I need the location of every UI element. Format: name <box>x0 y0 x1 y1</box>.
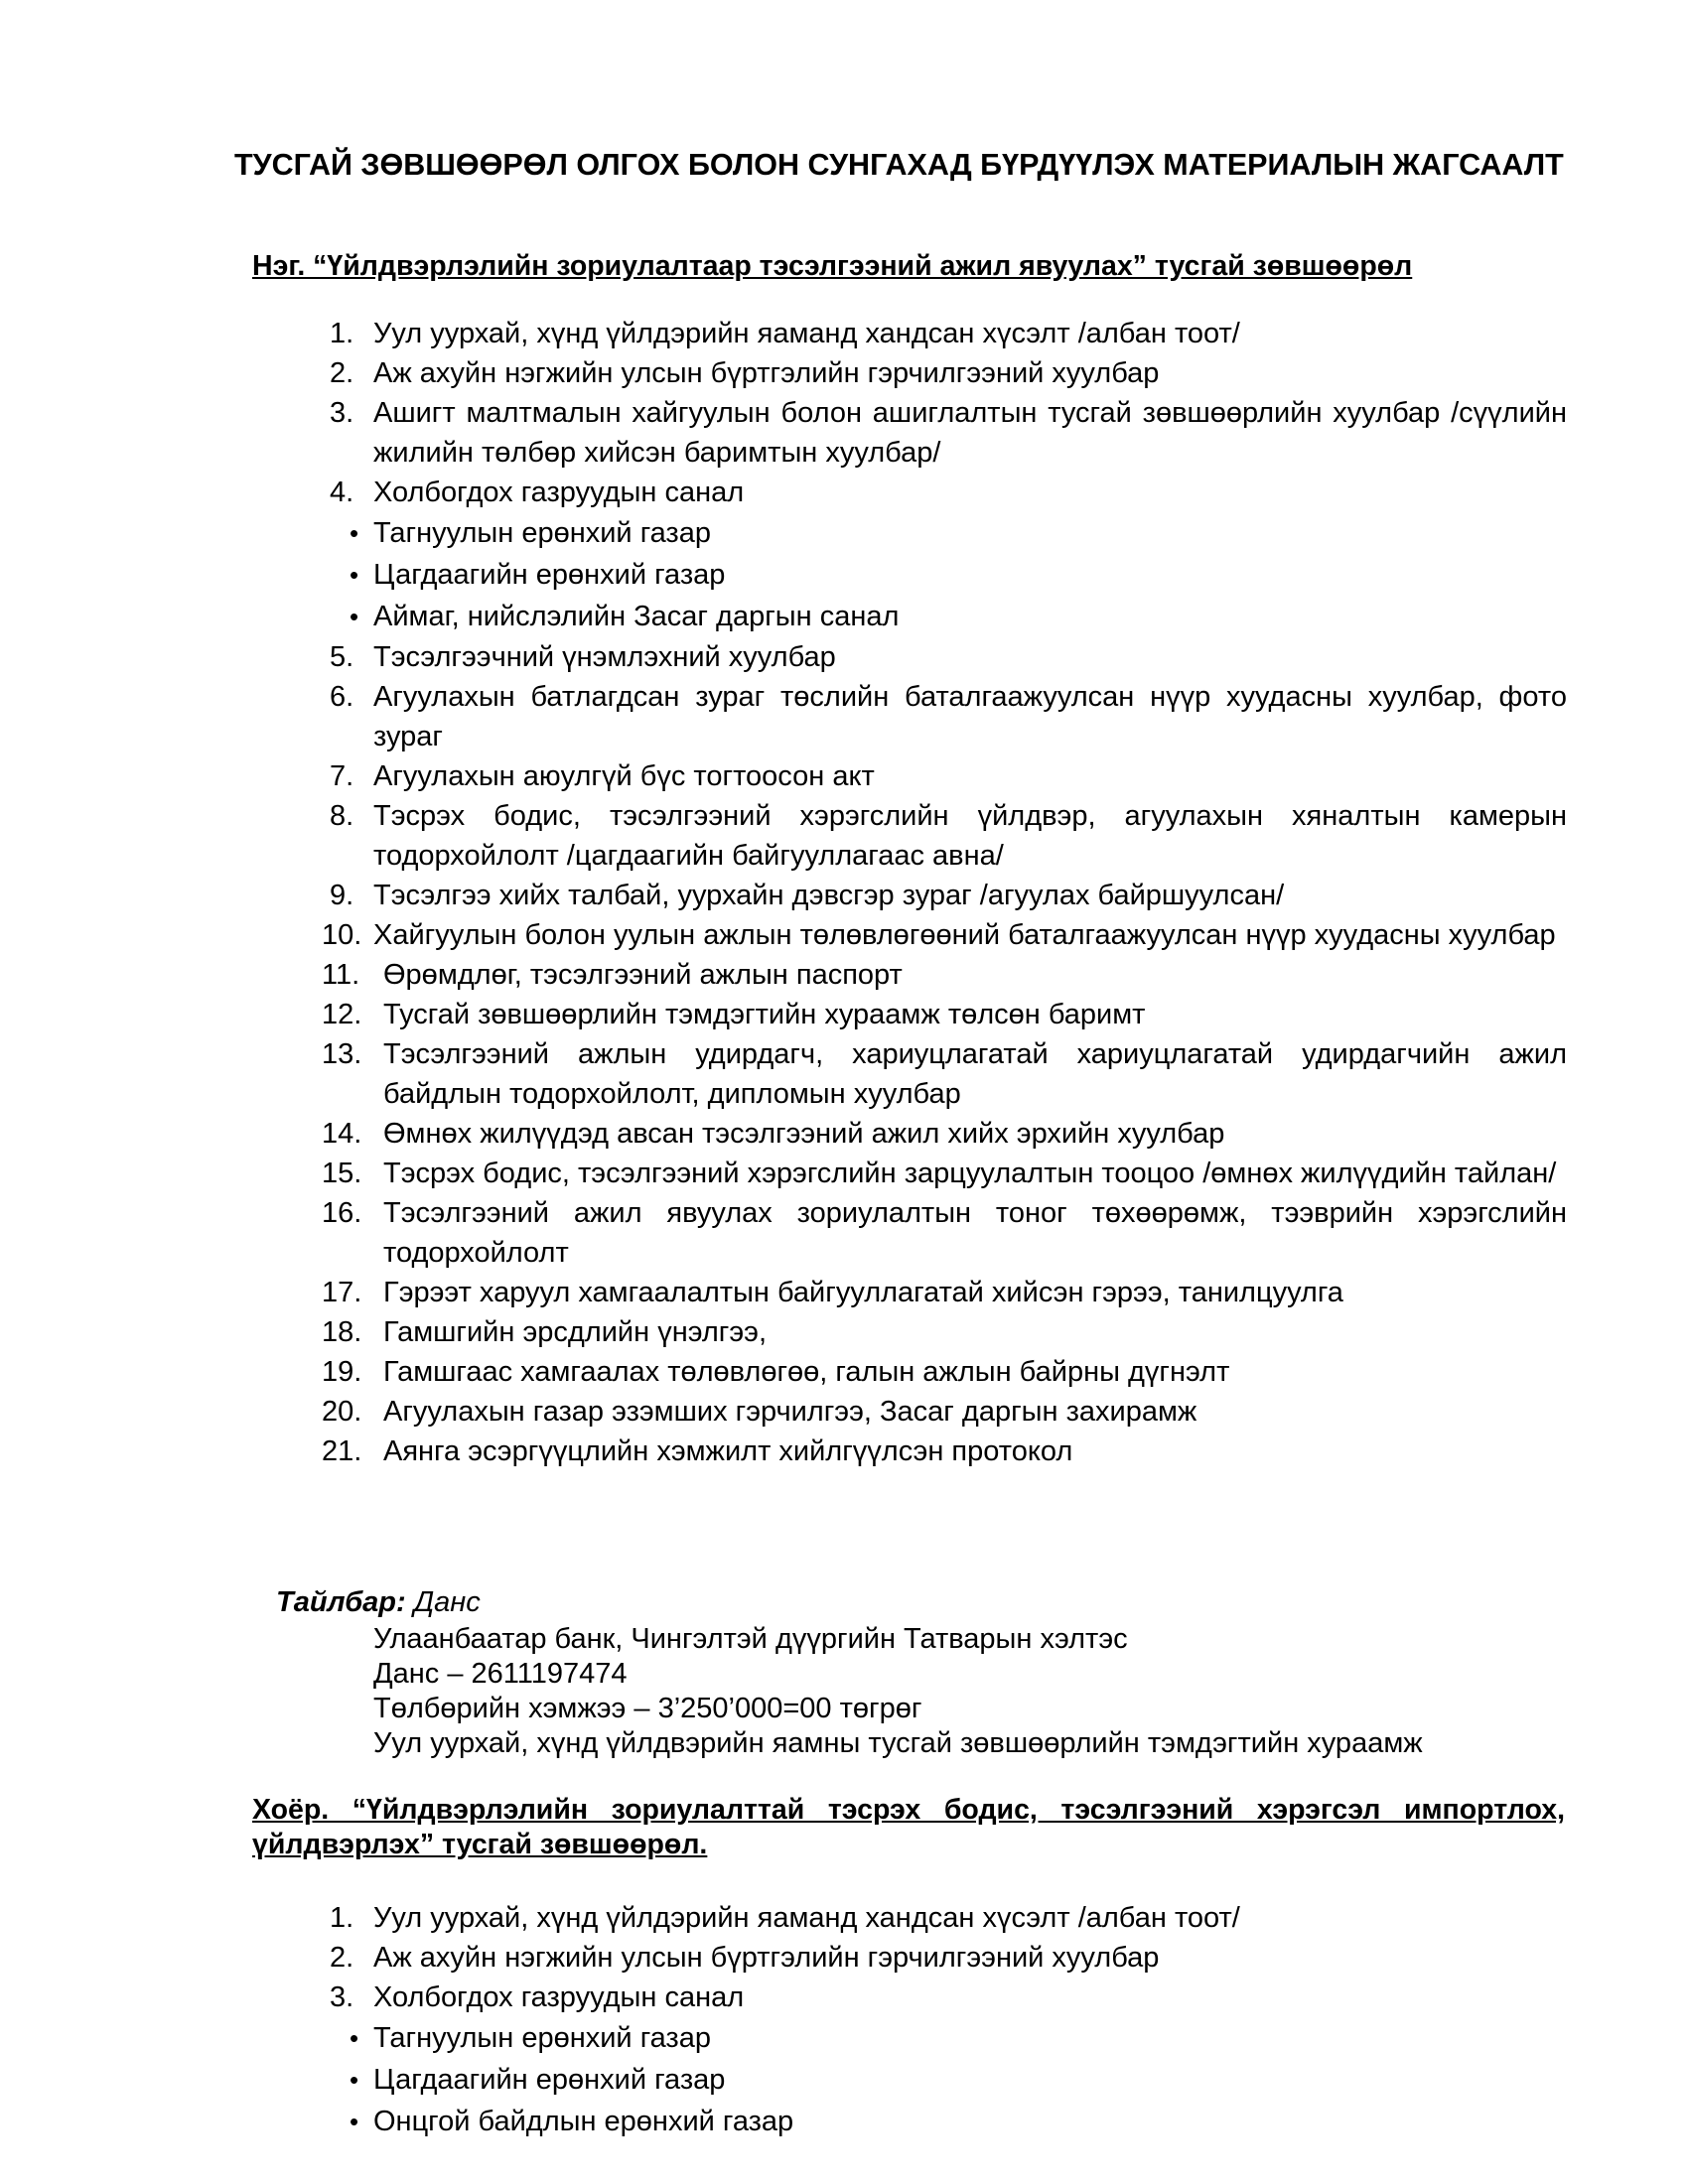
section-1-list <box>0 314 1688 1471</box>
list-item <box>0 512 1688 554</box>
list-item-text: Холбогдох газруудын санал <box>373 1981 745 2013</box>
list-item <box>0 1898 1688 1938</box>
list-marker: 8. <box>330 800 354 832</box>
list-marker: 11. <box>322 959 360 991</box>
section-2-list <box>0 1898 1688 2142</box>
list-item <box>0 596 1688 637</box>
list-marker: 17. <box>322 1277 362 1308</box>
list-item-text: Тагнуулын ерөнхий газар <box>373 517 711 549</box>
list-marker: 5. <box>330 641 354 673</box>
section-2-heading-line-1: Хоёр. “Үйлдвэрлэлийн зориулалттай тэсрэх бодис, тэсэлгээний хэрэгсэл импортлох, <box>252 1794 1565 1826</box>
section-1-heading: Нэг. “Үйлдвэрлэлийн зориулалтаар тэсэлгээний ажил явуулах” тусгай зөвшөөрөл <box>252 250 1413 282</box>
list-item-text: Өмнөх жилүүдэд авсан тэсэлгээний ажил хийх эрхийн хуулбар <box>383 1118 1225 1150</box>
list-item <box>0 554 1688 596</box>
fee-amount: Төлбөрийн хэмжээ – 3’250’000=00 төгрөг <box>373 1693 922 1724</box>
list-marker: 6. <box>330 681 354 713</box>
list-marker: 7. <box>330 760 354 792</box>
note-header <box>276 1584 1567 1620</box>
list-item <box>0 1938 1688 1978</box>
list-item <box>0 2059 1688 2101</box>
list-marker: 1. <box>330 318 354 349</box>
note-label: Тайлбар: <box>276 1586 406 1618</box>
list-marker: 4. <box>330 477 354 508</box>
list-item-text: Тэсэлгээчний үнэмлэхний хуулбар <box>373 641 836 673</box>
bullet-icon: • <box>350 2107 359 2136</box>
list-item <box>0 1154 1688 1193</box>
list-item-text: Агуулахын батлагдсан зураг төслийн баталгаажуулсан нүүр хуудасны хуулбар, фото зураг <box>373 681 1567 752</box>
list-item <box>0 1352 1688 1392</box>
list-marker: 16. <box>322 1197 362 1229</box>
list-item-text: Аж ахуйн нэгжийн улсын бүртгэлийн гэрчилгээний хуулбар <box>373 1942 1160 1974</box>
list-item <box>0 876 1688 915</box>
list-item-text: Хайгуулын болон уулын ажлын төлөвлөгөөний баталгаажуулсан нүүр хуудасны хуулбар <box>373 919 1556 951</box>
list-item-text: Уул уурхай, хүнд үйлдэрийн яаманд хандсан хүсэлт /албан тоот/ <box>373 318 1240 349</box>
list-marker: 19. <box>322 1356 362 1388</box>
list-item-text: Өрөмдлөг, тэсэлгээний ажлын паспорт <box>383 959 903 991</box>
list-marker: 9. <box>330 880 354 911</box>
list-item-text: Холбогдох газруудын санал <box>373 477 745 508</box>
list-item <box>0 1392 1688 1432</box>
list-item-text: Тэсэлгээ хийх талбай, уурхайн дэвсгэр зураг /агуулах байршуулсан/ <box>373 880 1285 911</box>
list-item-text: Тагнуулын ерөнхий газар <box>373 2022 711 2054</box>
bullet-icon: • <box>350 2023 359 2053</box>
bullet-icon: • <box>350 560 359 590</box>
fee-purpose: Уул уурхай, хүнд үйлдвэрийн яамны тусгай зөвшөөрлийн тэмдэгтийн хураамж <box>373 1727 1423 1759</box>
list-marker: 20. <box>322 1396 362 1428</box>
list-item-text: Гэрээт харуул хамгаалалтын байгууллагатай хийсэн гэрээ, танилцуулга <box>383 1277 1343 1308</box>
list-item <box>0 1034 1688 1114</box>
list-item <box>0 1273 1688 1312</box>
list-item <box>0 2101 1688 2142</box>
list-item-text: Тэсэлгээний ажил явуулах зориулалтын тоног төхөөрөмж, тээврийн хэрэгслийн тодорхойлолт <box>383 1197 1567 1269</box>
list-marker: 10. <box>322 919 362 951</box>
list-marker: 18. <box>322 1316 362 1348</box>
bullet-icon: • <box>350 602 359 631</box>
list-item <box>0 995 1688 1034</box>
list-marker: 3. <box>330 397 354 429</box>
document-title: ТУСГАЙ ЗӨВШӨӨРӨЛ ОЛГОХ БОЛОН СУНГАХАД БҮРДҮҮЛЭХ МАТЕРИАЛЫН ЖАГСААЛТ <box>234 148 1564 182</box>
list-item <box>0 796 1688 876</box>
list-item <box>0 2017 1688 2059</box>
list-item-text: Гамшгийн эрсдлийн үнэлгээ, <box>383 1316 768 1348</box>
list-item <box>0 1978 1688 2017</box>
list-item <box>0 955 1688 995</box>
list-item-text: Уул уурхай, хүнд үйлдэрийн яаманд хандсан хүсэлт /албан тоот/ <box>373 1902 1240 1934</box>
list-marker: 14. <box>322 1118 362 1150</box>
list-item <box>0 637 1688 677</box>
bullet-icon: • <box>350 2065 359 2095</box>
account-number: Данс – 2611197474 <box>373 1658 628 1690</box>
list-marker: 21. <box>322 1435 362 1467</box>
list-item-text: Тэсрэх бодис, тэсэлгээний хэрэгслийн үйлдвэр, агуулахын хяналтын камерын тодорхойлолт /цагдаагийн байгууллагаас авна/ <box>373 800 1567 872</box>
list-item-text: Аянга эсэргүүцлийн хэмжилт хийлгүүлсэн протокол <box>383 1435 1073 1467</box>
list-item-text: Агуулахын газар эзэмших гэрчилгээ, Засаг даргын захирамж <box>383 1396 1197 1428</box>
list-item-text: Тэсэлгээний ажлын удирдагч, хариуцлагатай хариуцлагатай удирдагчийн ажил байдлын тодорхойлолт, дипломын хуулбар <box>383 1038 1567 1110</box>
list-marker: 1. <box>330 1902 354 1934</box>
list-item-text: Тэсрэх бодис, тэсэлгээний хэрэгслийн зарцуулалтын тооцоо /өмнөх жилүүдийн тайлан/ <box>383 1158 1557 1189</box>
list-item <box>0 393 1688 473</box>
list-item <box>0 1312 1688 1352</box>
list-marker: 2. <box>330 357 354 389</box>
list-item <box>0 314 1688 353</box>
list-item <box>0 677 1688 756</box>
list-item <box>0 1193 1688 1273</box>
list-item-text: Аймаг, нийслэлийн Засаг даргын санал <box>373 601 900 632</box>
list-item-text: Ашигт малтмалын хайгуулын болон ашиглалтын тусгай зөвшөөрлийн хуулбар /сүүлийн жилийн төлбөр хийсэн баримтын хуулбар/ <box>373 397 1567 469</box>
list-item-text: Гамшгаас хамгаалах төлөвлөгөө, галын ажлын байрны дүгнэлт <box>383 1356 1230 1388</box>
list-item <box>0 756 1688 796</box>
list-item <box>0 1114 1688 1154</box>
list-marker: 15. <box>322 1158 362 1189</box>
list-item-text: Тусгай зөвшөөрлийн тэмдэгтийн хураамж төлсөн баримт <box>383 999 1146 1030</box>
list-item-text: Агуулахын аюулгүй бүс тогтоосон акт <box>373 760 875 792</box>
list-item-text: Аж ахуйн нэгжийн улсын бүртгэлийн гэрчилгээний хуулбар <box>373 357 1160 389</box>
list-item <box>0 473 1688 512</box>
note-details <box>373 1622 1567 1761</box>
bullet-icon: • <box>350 518 359 548</box>
bank-name: Улаанбаатар банк, Чингэлтэй дүүргийн Татварын хэлтэс <box>373 1623 1128 1655</box>
list-item-text: Онцгой байдлын ерөнхий газар <box>373 2106 794 2137</box>
list-marker: 3. <box>330 1981 354 2013</box>
list-marker: 2. <box>330 1942 354 1974</box>
section-2-heading-line-2: үйлдвэрлэх” тусгай зөвшөөрөл. <box>252 1829 708 1860</box>
list-item-text: Цагдаагийн ерөнхий газар <box>373 559 726 591</box>
note-value: Данс <box>413 1586 481 1618</box>
list-item <box>0 1432 1688 1471</box>
list-marker: 13. <box>322 1038 362 1070</box>
list-item-text: Цагдаагийн ерөнхий газар <box>373 2064 726 2096</box>
list-item <box>0 915 1688 955</box>
list-marker: 12. <box>322 999 362 1030</box>
list-item <box>0 353 1688 393</box>
